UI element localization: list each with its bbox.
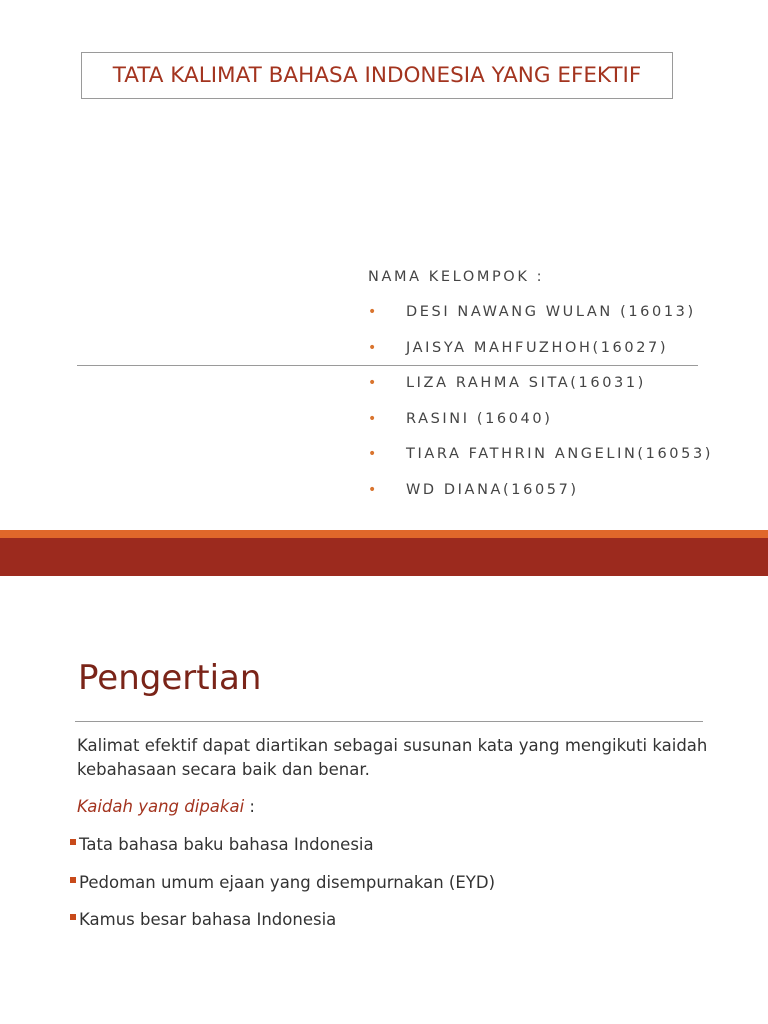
bullet-icon: • <box>368 410 377 427</box>
list-item <box>368 408 713 430</box>
section-heading: Pengertian <box>78 658 262 698</box>
definition-paragraph: Kalimat efektif dapat diartikan sebagai susunan kata yang mengikuti kaidah kebahasaan secara baik dan benar. <box>77 736 708 779</box>
kaidah-label: Kaidah yang dipakai <box>77 797 245 816</box>
square-bullet-icon <box>70 877 76 883</box>
red-band <box>0 538 768 576</box>
bullet-icon: • <box>368 446 377 463</box>
bullet-icon: • <box>368 481 377 498</box>
title-box <box>81 52 673 99</box>
list-item <box>368 301 713 323</box>
slide-title: TATA KALIMAT BAHASA INDONESIA YANG EFEKTIF <box>112 63 642 88</box>
member-name: DESI NAWANG WULAN (16013) <box>406 304 696 320</box>
list-item <box>368 479 713 501</box>
member-list <box>368 301 713 501</box>
list-item <box>70 833 495 857</box>
square-bullet-icon <box>70 839 76 845</box>
orange-band <box>0 530 768 538</box>
square-bullet-icon <box>70 914 76 920</box>
member-name: RASINI (16040) <box>406 410 553 427</box>
member-name: WD DIANA(16057) <box>406 481 579 498</box>
list-item <box>368 337 713 359</box>
rule-text: Pedoman umum ejaan yang disempurnakan (EYD) <box>79 872 496 892</box>
bullet-icon: • <box>368 304 377 320</box>
members-block <box>368 266 713 515</box>
bullet-icon: • <box>368 339 377 356</box>
member-name: TIARA FATHRIN ANGELIN(16053) <box>406 446 714 463</box>
kaidah-line <box>77 795 255 819</box>
members-heading: NAMA KELOMPOK : <box>368 269 545 285</box>
rules-list <box>70 833 495 946</box>
list-item <box>70 908 495 932</box>
list-item <box>368 443 713 465</box>
list-item <box>70 871 495 895</box>
content-slide <box>0 576 768 1024</box>
heading-divider <box>75 721 703 722</box>
rule-text: Tata bahasa baku bahasa Indonesia <box>79 835 374 854</box>
list-item <box>368 372 713 394</box>
kaidah-suffix: : <box>244 797 255 816</box>
member-name: JAISYA MAHFUZHOH(16027) <box>406 339 669 356</box>
member-name: LIZA RAHMA SITA(16031) <box>406 375 646 392</box>
rule-text: Kamus besar bahasa Indonesia <box>79 910 337 929</box>
bullet-icon: • <box>368 375 377 392</box>
